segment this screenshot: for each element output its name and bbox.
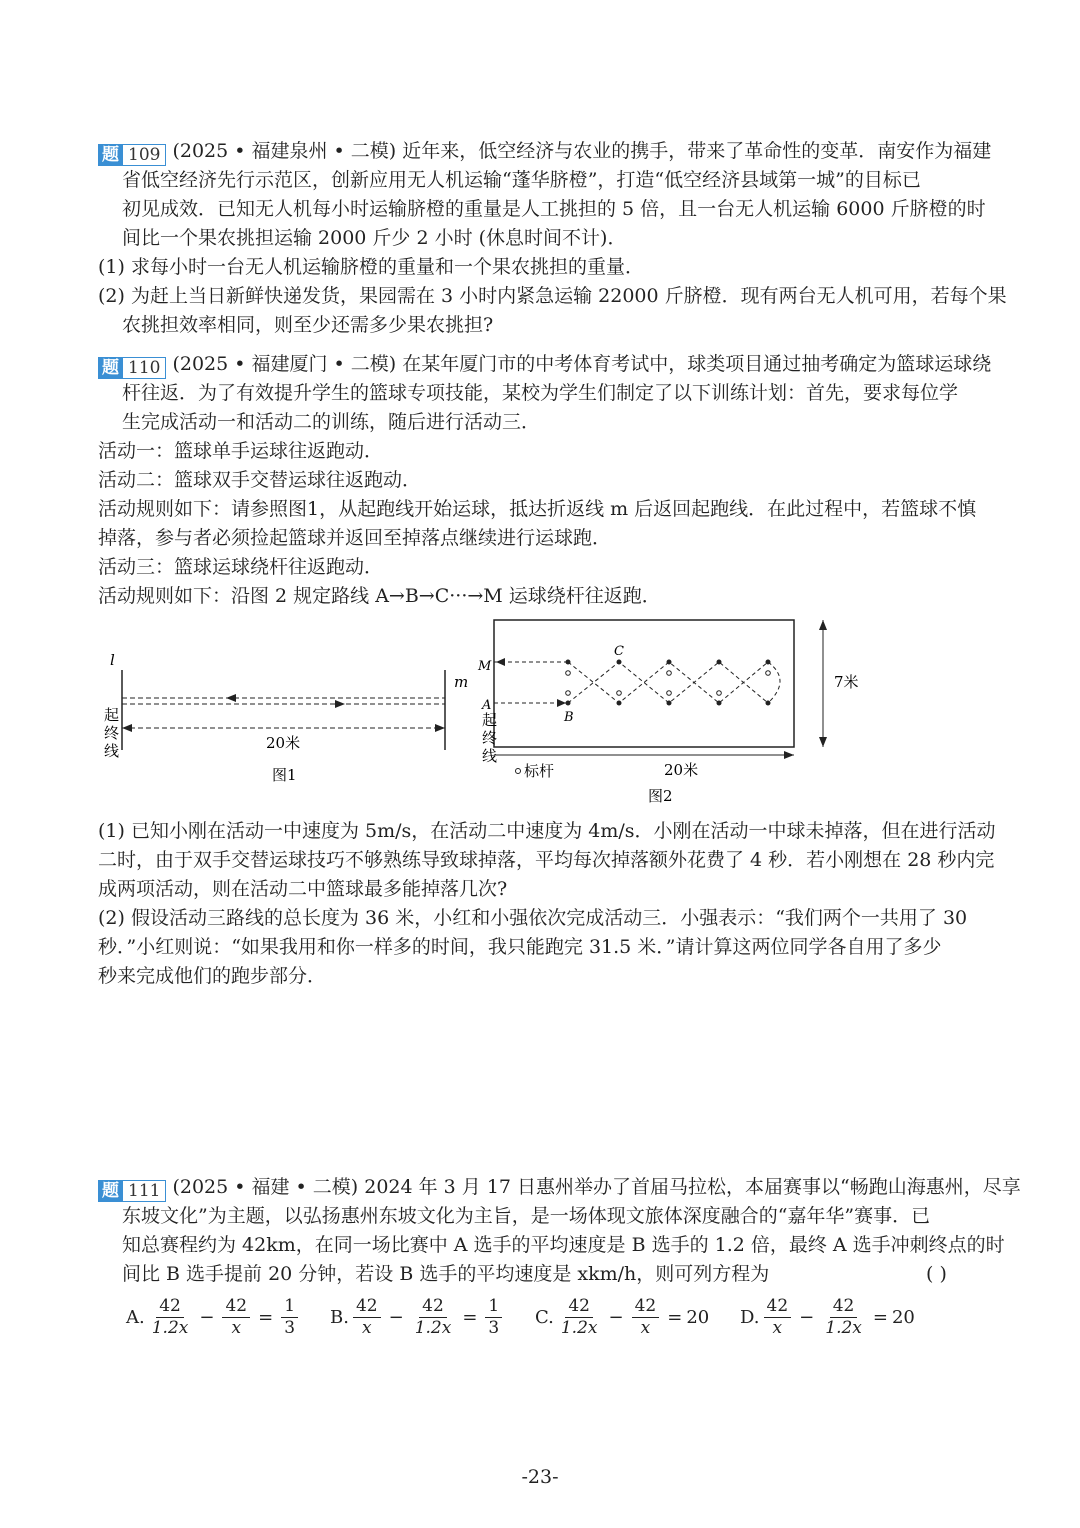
question-badge: 题 109 xyxy=(98,144,166,166)
q111-line-0: 题 111 (2025 • 福建 • 二模) 2024 年 3 月 17 日惠州举办了首届马拉松，本届赛事以“畅跑山海惠州，尽享 xyxy=(98,1173,1021,1202)
q110-part-1-cont: 成两项活动，则在活动二中篮球最多能掉落几次? xyxy=(98,878,508,900)
fraction: $\frac{42}{x}$ xyxy=(353,1296,381,1339)
fraction: $\frac{42}{1.2x}$ xyxy=(825,1296,862,1338)
q110-part-2: (2) 假设活动三路线的总长度为 36 米，小红和小强依次完成活动三．小强表示：“我们两个一共用了 30 xyxy=(98,907,968,929)
choice-c[interactable]: C. $\frac{42}{1.2x}$ − $\frac{42}{x}$ = 20 xyxy=(535,1296,710,1338)
arrow-left-icon xyxy=(226,694,236,702)
q110-line-2: 生完成活动一和活动二的训练，随后进行活动三． xyxy=(122,411,541,433)
fig2-pole-legend: 标杆 xyxy=(524,762,555,780)
activity-3: 活动三：篮球运球绕杆往返跑动． xyxy=(98,556,384,578)
fig2-height: 7米 xyxy=(834,673,859,691)
activity-rule-2: 活动规则如下：沿图 2 规定路线 A→B→C···→M 运球绕杆往返跑． xyxy=(98,585,661,607)
q110-part-1-cont: 二时，由于双手交替运球技巧不够熟练导致球掉落，平均每次掉落额外花费了 4 秒．若小刚想在 28 秒内完 xyxy=(98,849,995,871)
fig2-label-A: A xyxy=(482,698,492,713)
arrow-left-icon xyxy=(122,724,132,732)
route-zigzag xyxy=(568,662,768,703)
activity-1: 活动一：篮球单手运球往返跑动． xyxy=(98,440,384,462)
court-rectangle xyxy=(494,620,794,747)
fig1-label-l: l xyxy=(110,651,115,669)
q109-line-0: 题 109 (2025 • 福建泉州 • 二模) 近年来，低空经济与农业的携手，带来了革命性的变革．南安作为福建 xyxy=(98,137,991,166)
question-110-parts xyxy=(98,817,996,997)
fig2-start-label: 起 xyxy=(482,711,498,729)
activity-rule-1-cont: 掉落，参与者必须捡起篮球并返回至掉落点继续进行运球跑． xyxy=(98,527,612,549)
question-109 xyxy=(98,137,1007,337)
page-number: -23- xyxy=(521,1466,559,1488)
q110-line-1: 杆往返．为了有效提升学生的篮球专项技能，某校为学生们制定了以下训练计划：首先，要求每位学 xyxy=(122,382,959,404)
route-zigzag xyxy=(568,662,768,703)
fig1-start-label: 起 xyxy=(104,706,120,724)
fig1-label-m: m xyxy=(454,673,469,691)
arrow-right-icon xyxy=(557,699,566,707)
arrow-left-icon xyxy=(496,658,505,666)
choice-d[interactable]: D. $\frac{42}{x}$ − $\frac{42}{1.2x}$ = 20 xyxy=(740,1296,915,1338)
fig1-distance: 20米 xyxy=(266,734,301,752)
arrow-down-icon xyxy=(819,737,827,747)
question-badge: 题 110 xyxy=(98,357,166,379)
arrow-up-icon xyxy=(819,620,827,630)
q109-line-1: 省低空经济先行示范区，创新应用无人机运输“蓬华脐橙”，打造“低空经济县域第一城”的目标已 xyxy=(122,169,921,191)
q109-line-2: 初见成效．已知无人机每小时运输脐橙的重量是人工挑担的 5 倍，且一台无人机运输 6000 斤脐橙的时 xyxy=(122,198,986,220)
q109-part-1: (1) 求每小时一台无人机运输脐橙的重量和一个果农挑担的重量． xyxy=(98,256,644,278)
fig2-start-label: 终 xyxy=(482,729,498,747)
q109-part-2: (2) 为赶上当日新鲜快递发货，果园需在 3 小时内紧急运输 22000 斤脐橙．现有两台无人机可用，若每个果 xyxy=(98,285,1007,307)
arrow-right-icon xyxy=(435,724,445,732)
fig1-caption: 图1 xyxy=(272,766,297,784)
answer-paren: ( ) xyxy=(926,1263,947,1285)
choice-b[interactable]: B. $\frac{42}{x}$ − $\frac{42}{1.2x}$ = $\frac{1}{3}$ xyxy=(330,1296,506,1339)
fraction: $\frac{1}{3}$ xyxy=(281,1296,298,1339)
figure-1 xyxy=(98,640,478,790)
fig1-start-label: 终 xyxy=(104,724,120,742)
fraction: $\frac{42}{x}$ xyxy=(222,1296,250,1339)
question-110 xyxy=(98,350,992,610)
question-badge: 题 111 xyxy=(98,1180,166,1202)
arrow-right-icon xyxy=(335,700,345,708)
q110-part-1: (1) 已知小刚在活动一中速度为 5m/s，在活动二中速度为 4m/s．小刚在活动一中球未掉落，但在进行活动 xyxy=(98,820,996,842)
figure-2 xyxy=(474,615,864,810)
pole-legend-icon xyxy=(516,769,521,774)
arrow-right-icon xyxy=(784,751,794,759)
q109-line-6: 农挑担效率相同，则至少还需多少果农挑担? xyxy=(122,314,494,336)
route-points xyxy=(566,660,771,706)
fraction: $\frac{42}{1.2x}$ xyxy=(414,1296,452,1338)
fig2-start-label: 线 xyxy=(482,747,498,765)
fig2-label-C: C xyxy=(614,644,624,659)
q109-line-3: 间比一个果农挑担运输 2000 斤少 2 小时 (休息时间不计)． xyxy=(122,227,627,249)
q111-line-1: 东坡文化”为主题，以弘扬惠州东坡文化为主旨，是一场体现文旅体深度融合的“嘉年华”赛事．已 xyxy=(122,1205,931,1227)
fig2-caption: 图2 xyxy=(648,787,673,805)
fraction: $\frac{42}{1.2x}$ xyxy=(151,1296,189,1338)
choice-a[interactable]: A. $\frac{42}{1.2x}$ − $\frac{42}{x}$ = $\frac{1}{3}$ xyxy=(126,1296,302,1339)
q111-line-2: 知总赛程约为 42km，在同一场比赛中 A 选手的平均速度是 B 选手的 1.2 倍，最终 A 选手冲刺终点的时 xyxy=(122,1234,1005,1256)
q110-part-2-cont: 秒来完成他们的跑步部分． xyxy=(98,965,327,987)
pole-markers xyxy=(566,671,771,696)
q110-part-2-cont: 秒．”小红则说：“如果我用和你一样多的时间，我只能跑完 31.5 米．”请计算这两位同学各自用了多少 xyxy=(98,936,942,958)
activity-rule-1: 活动规则如下：请参照图1，从起跑线开始运球，抵达折返线 m 后返回起跑线．在此过程中，若篮球不慎 xyxy=(98,498,977,520)
fig2-label-M: M xyxy=(478,659,492,674)
fraction: $\frac{1}{3}$ xyxy=(485,1296,502,1339)
q110-line-0: 题 110 (2025 • 福建厦门 • 二模) 在某年厦门市的中考体育考试中，球类项目通过抽考确定为篮球运球绕 xyxy=(98,350,991,379)
fig2-label-B: B xyxy=(564,710,574,725)
fraction: $\frac{42}{x}$ xyxy=(632,1296,660,1339)
fig2-distance: 20米 xyxy=(664,761,699,779)
fraction: $\frac{42}{1.2x}$ xyxy=(560,1296,598,1338)
route-turn xyxy=(768,662,780,703)
fig1-start-label: 线 xyxy=(104,742,120,760)
activity-2: 活动二：篮球双手交替运球往返跑动． xyxy=(98,469,422,491)
fraction: $\frac{42}{x}$ xyxy=(764,1296,792,1339)
q111-line-3: 间比 B 选手提前 20 分钟，若设 B 选手的平均速度是 xkm/h，则可列方程为 xyxy=(122,1263,770,1285)
question-111 xyxy=(98,1173,1021,1293)
